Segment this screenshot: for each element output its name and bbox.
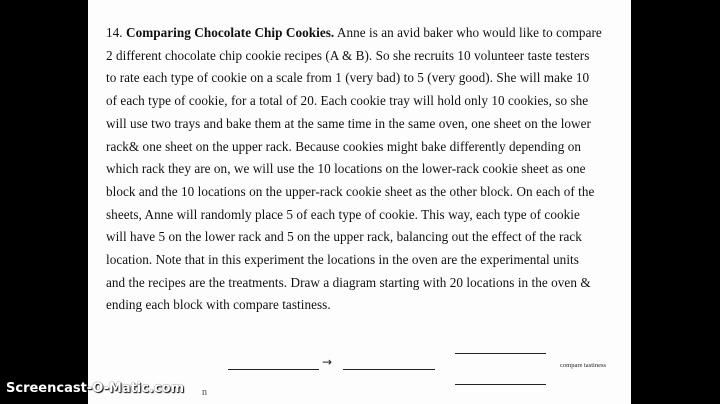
paragraph-line: will have 5 on the lower rack and 5 on the upper rack, balancing out the effect of the rack: [106, 229, 582, 245]
paragraph-line: [106, 22, 628, 45]
compare-tastiness-label: compare tastiness: [560, 362, 607, 369]
paragraph-line: block and the 10 locations on the upper-rack cookie sheet as the other block. On each of the: [106, 183, 595, 199]
problem-number: 14.: [106, 25, 123, 40]
diagram-blank-middle: [343, 369, 435, 370]
paragraph-line: location. Note that in this experiment the locations in the oven are the experimental units: [106, 252, 579, 268]
diagram-arrow-icon: →: [322, 355, 333, 369]
paragraph-line: and the recipes are the treatments. Draw a diagram starting with 20 locations in the oven &: [106, 274, 591, 290]
paragraph-line: ending each block with compare tastiness.: [106, 297, 331, 313]
diagram-blank-start: [228, 369, 319, 370]
paragraph-line: which rack they are on, we will use the 10 locations on the lower-rack cookie sheet as one: [106, 161, 586, 177]
paragraph-line-text: Anne is an avid baker who would like to compare: [334, 25, 602, 40]
paragraph-line: of each type of cookie, for a total of 20. Each cookie tray will hold only 10 cookies, so she: [106, 93, 589, 109]
paragraph-line: rack& one sheet on the upper rack. Because cookies might bake differently depending on: [106, 138, 581, 154]
paragraph-line: sheets, Anne will randomly place 5 of each type of cookie. This way, each type of cookie: [106, 206, 580, 222]
problem-title: Comparing Chocolate Chip Cookies.: [126, 25, 335, 40]
diagram-blank-lower-block: [455, 384, 546, 385]
paragraph-line: 2 different chocolate chip cookie recipes (A & B). So she recruits 10 volunteer taste testers: [106, 47, 590, 63]
screencast-watermark: Screencast-O-Matic.com: [6, 381, 185, 396]
problem-paragraph: [106, 22, 628, 317]
cutoff-text: n: [202, 387, 207, 398]
worksheet-page: [88, 0, 631, 404]
diagram-blank-upper-block: [455, 353, 546, 354]
paragraph-line: to rate each type of cookie on a scale from 1 (very bad) to 5 (very good). She will make 10: [106, 70, 590, 86]
paragraph-line: will use two trays and bake them at the same time in the same oven, one sheet on the lower: [106, 115, 591, 131]
